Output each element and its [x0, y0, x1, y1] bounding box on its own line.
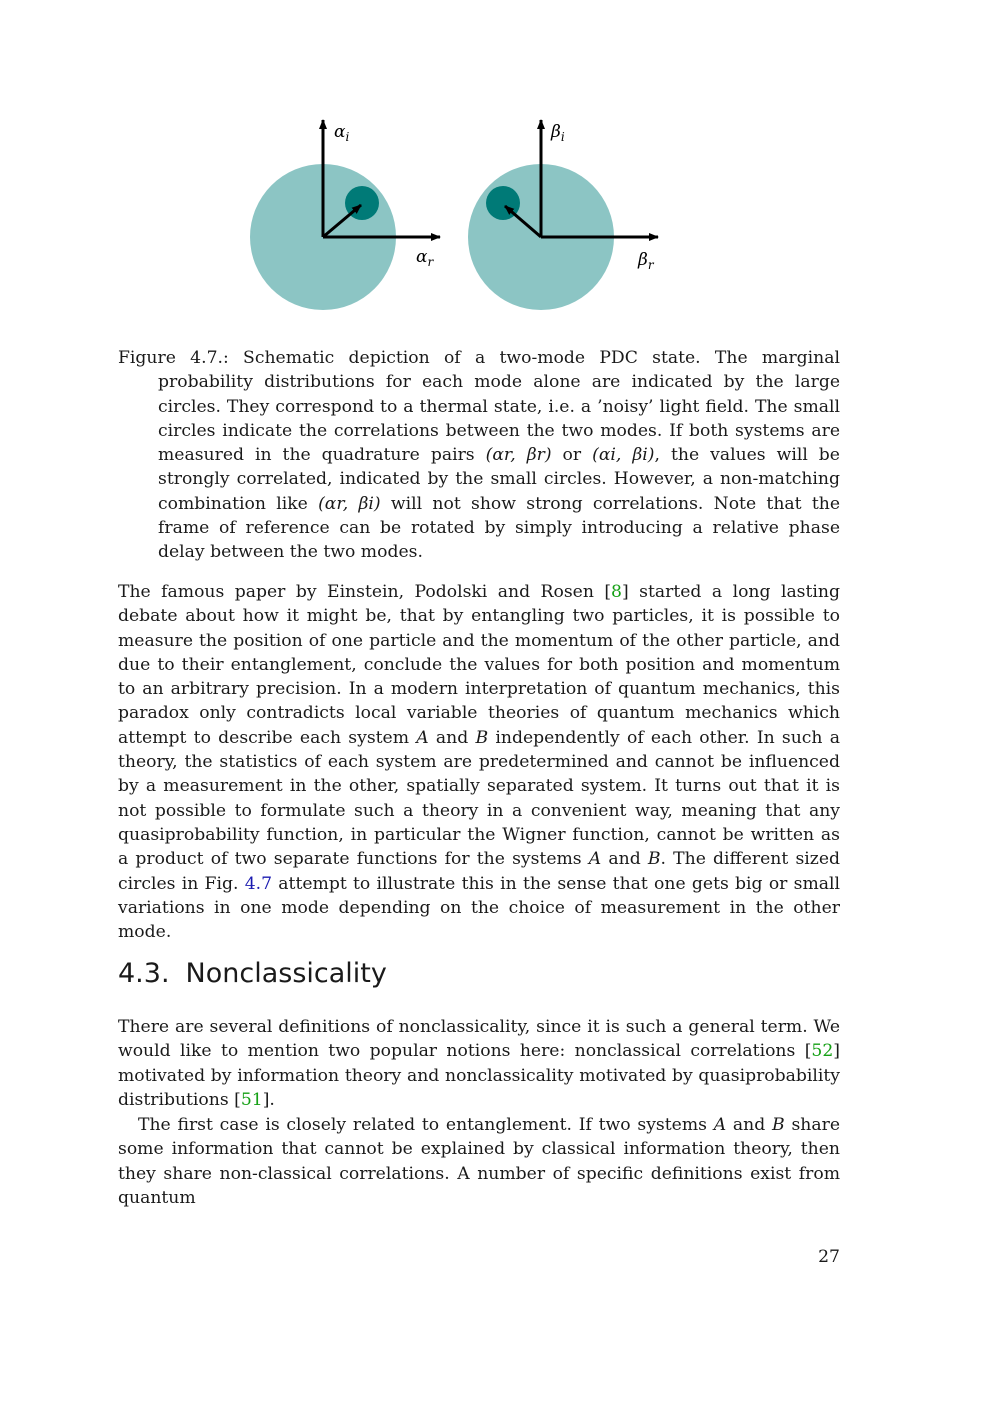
section-title: Nonclassicality [185, 958, 387, 989]
nonclassicality-paragraph-2: The first case is closely related to entanglement. If two systems A and B share some information that cannot be explained by classical information theory, then they share non-classical correlations. A number of specific definitions exist from quantum [118, 1115, 840, 1208]
page-number: 27 [818, 1247, 840, 1267]
epr-paragraph: The famous paper by Einstein, Podolski and Rosen [8] started a long lasting debate about how it might be, that by entangling two particles, it is possible to measure the position of one particle and the momentum of the other particle, and due to their entanglement, conclude the values for both position and momentum to an arbitrary precision. In a modern interpretation of quantum mechanics, this paradox only contradicts local variable theories of quantum mechanics which attempt to describe each system A and B independently of each other. In such a theory, the statistics of each system are predetermined and cannot be influenced by a measurement in the other, spatially separated system. It turns out that it is not possible to formulate such a theory in a convenient way, meaning that any quasiprobability function, in particular the Wigner function, cannot be written as a product of two separate functions for the systems A and B. The different sized circles in Fig. 4.7 attempt to illustrate this in the sense that one gets big or small variations in one mode depending on the choice of measurement in the other mode. [118, 582, 841, 943]
nonclassicality-paragraph-1: There are several definitions of nonclassicality, since it is such a general term. We would like to mention two popular notions here: nonclassical correlations [52] motivated by information theory and nonclassicality motivated by quasiprobability distributions [51]. [118, 1017, 840, 1110]
section-heading [118, 958, 387, 989]
pdc-state-figure [240, 110, 680, 315]
citation-link[interactable]: 51 [240, 1089, 263, 1110]
section-number: 4.3. [118, 958, 170, 989]
right-y-axis-label: $\beta_i$ [551, 122, 565, 144]
figure-caption: Figure 4.7.: Schematic depiction of a two-mode PDC state. The marginal probability distributions for each mode alone are indicated by the large circles. They correspond to a thermal state, i.e. a ’noisy’ light field. The small circles indicate the correlations between the two modes. If both systems are measured in the quadrature pairs (αr, βr) or (αi, βi), the values will be strongly correlated, indicated by the small circles. However, a non-matching combination like (αr, βi) will not show strong correlations. Note that the frame of reference can be rotated by simply introducing a relative phase delay between the two modes. [118, 348, 840, 563]
right-x-axis-label: $\beta_r$ [638, 250, 654, 272]
quadrature-pair: (αi, βi) [592, 445, 655, 466]
quadrature-pair: (αr, βr) [485, 445, 552, 466]
left-quadrature-diagram [250, 120, 440, 310]
quadrature-pair: (αr, βi) [318, 493, 381, 514]
right-quadrature-diagram [468, 120, 658, 310]
caption-label: Figure 4.7.: [118, 348, 229, 368]
citation-link[interactable]: 8 [611, 582, 622, 602]
left-y-axis-label: $\alpha_i$ [334, 122, 350, 144]
figure-reference-link[interactable]: 4.7 [244, 873, 273, 894]
citation-link[interactable]: 52 [811, 1041, 834, 1062]
left-x-axis-label: $\alpha_r$ [416, 247, 434, 269]
